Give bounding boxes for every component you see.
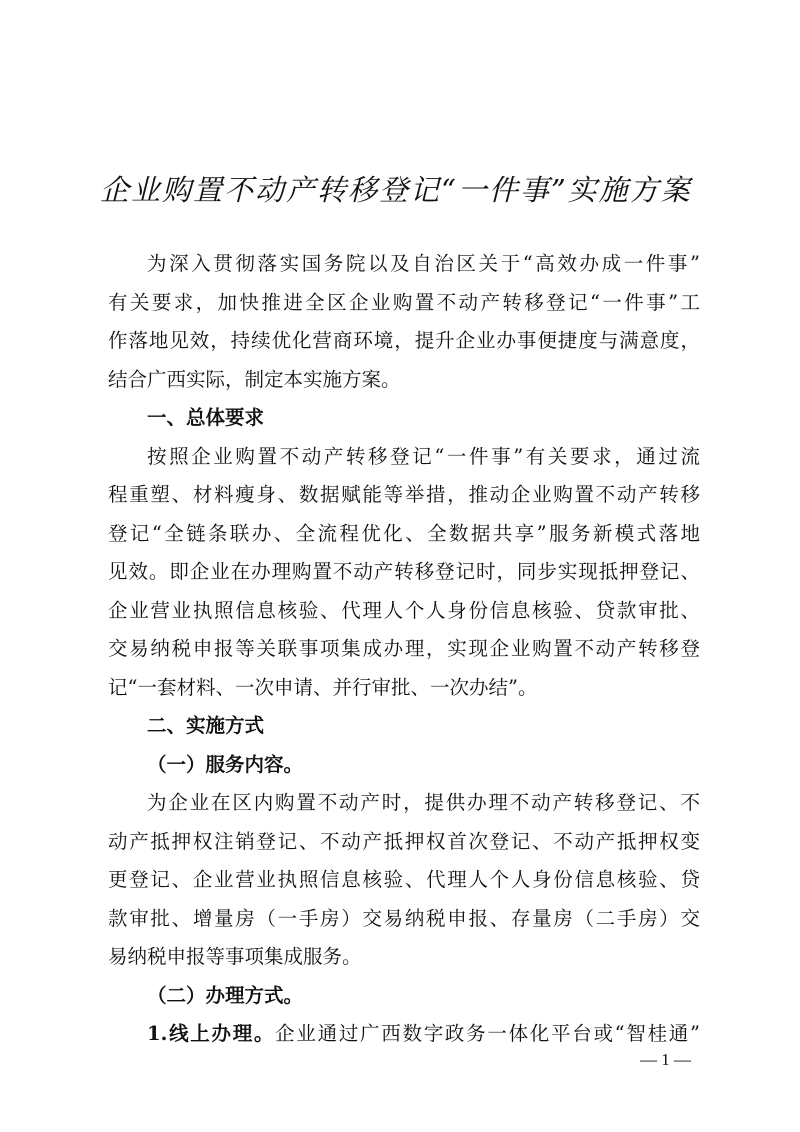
paragraph-line: 易纳税申报等事项集成服务。 (108, 945, 362, 968)
paragraph-line: 企业营业执照信息核验、代理人个人身份信息核验、贷款审批、 (108, 598, 700, 622)
paragraph-line: 交易纳税申报等关联事项集成办理，实现企业购置不动产转移登 (108, 637, 700, 660)
paragraph-line: 登记“全链条联办、全流程优化、全数据共享”服务新模式落地 (108, 521, 700, 545)
document-body (108, 245, 700, 1054)
paragraph-line (108, 1015, 700, 1054)
online-handling-label: 1.线上办理。 (147, 1022, 276, 1045)
document-title: 企业购置不动产转移登记“一件事”实施方案 (100, 173, 692, 207)
paragraph-line: 有关要求，加快推进全区企业购置不动产转移登记“一件事”工 (108, 290, 700, 314)
paragraph-line: 见效。即企业在办理购置不动产转移登记时，同步实现抵押登记、 (108, 560, 700, 583)
paragraph-line: 款审批、增量房（一手房）交易纳税申报、存量房（二手房）交 (108, 906, 700, 930)
paragraph-line: 为企业在区内购置不动产时，提供办理不动产转移登记、不 (147, 791, 700, 814)
section-heading-implementation: 二、实施方式 (147, 714, 265, 737)
online-handling-text: 企业通过广西数字政务一体化平台或“智桂通” (275, 1022, 700, 1045)
subsection-heading-handling-method: （二）办理方式。 (147, 983, 304, 1007)
paragraph-line: 记“一套材料、一次申请、并行审批、一次办结”。 (108, 675, 538, 699)
paragraph-line: 动产抵押权注销登记、不动产抵押权首次登记、不动产抵押权变 (108, 829, 700, 853)
section-heading-general-requirements: 一、总体要求 (147, 406, 265, 429)
paragraph-line: 作落地见效，持续优化营商环境，提升企业办事便捷度与满意度， (108, 329, 700, 352)
page-number: — 1 — (640, 1050, 691, 1069)
paragraph-line: 更登记、企业营业执照信息核验、代理人个人身份信息核验、贷 (108, 868, 700, 891)
paragraph-line: 按照企业购置不动产转移登记“一件事”有关要求，通过流 (147, 444, 700, 468)
paragraph-line: 程重塑、材料瘦身、数据赋能等举措，推动企业购置不动产转移 (108, 483, 700, 506)
subsection-heading-service-content: （一）服务内容。 (147, 752, 304, 776)
paragraph-line: 为深入贯彻落实国务院以及自治区关于“高效办成一件事” (147, 252, 700, 275)
paragraph-line: 结合广西实际，制定本实施方案。 (108, 367, 401, 391)
